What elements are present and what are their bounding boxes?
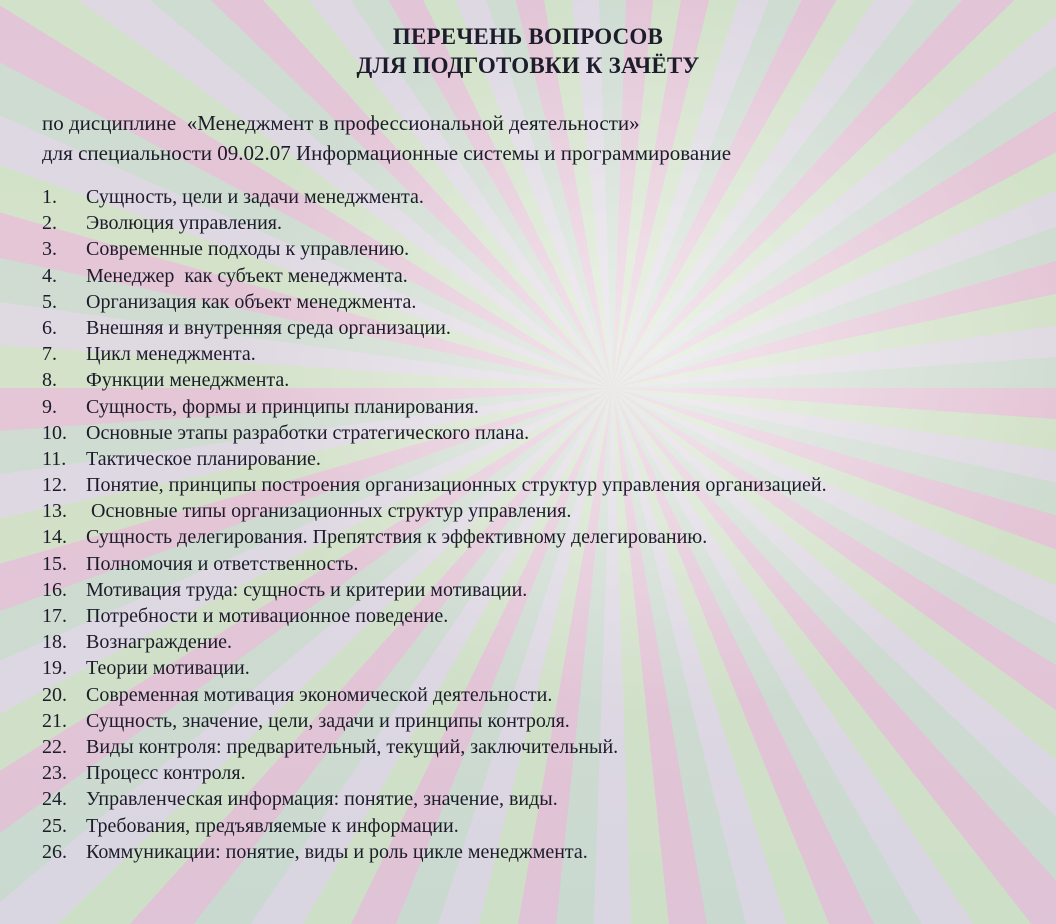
list-item	[42, 472, 827, 498]
questions-list	[42, 184, 827, 865]
list-item	[42, 315, 827, 341]
list-item	[42, 603, 827, 629]
specialty-line: для специальности 09.02.07 Информационные системы и программирование	[42, 141, 732, 165]
item-number: 10.	[42, 421, 67, 444]
item-text: Полномочия и ответственность.	[86, 552, 359, 575]
item-number: 2.	[42, 212, 57, 235]
list-item	[42, 708, 827, 734]
list-item	[42, 289, 827, 315]
list-item	[42, 734, 827, 760]
item-text: Современные подходы к управлению.	[86, 238, 410, 261]
item-number: 8.	[42, 369, 57, 392]
list-item	[42, 394, 827, 420]
document-meta	[42, 108, 731, 168]
item-text: Тактическое планирование.	[86, 447, 321, 470]
item-text: Внешняя и внутренняя среда организации.	[86, 316, 451, 339]
item-number: 9.	[42, 395, 57, 418]
item-text: Потребности и мотивационное поведение.	[86, 605, 449, 627]
list-item	[42, 524, 827, 550]
list-item	[42, 760, 827, 786]
list-item	[42, 446, 827, 472]
item-text: Сущность, цели и задачи менеджмента.	[86, 186, 424, 208]
item-number: 22.	[42, 735, 67, 758]
item-text: Эволюция управления.	[86, 212, 282, 235]
item-text: Вознаграждение.	[86, 631, 233, 654]
list-item	[42, 236, 827, 262]
document-title	[0, 22, 1056, 80]
item-text: Функции менеджмента.	[86, 369, 290, 392]
item-text: Менеджер как субъект менеджмента.	[86, 264, 408, 287]
item-number: 12.	[42, 474, 67, 497]
item-text: Понятие, принципы построения организационных структур управления организацией.	[86, 474, 827, 497]
item-number: 3.	[42, 238, 57, 261]
item-number: 17.	[42, 605, 67, 627]
item-number: 25.	[42, 814, 67, 837]
list-item	[42, 210, 827, 236]
discipline-line: по дисциплине «Менеджмент в профессиональной деятельности»	[42, 111, 640, 135]
item-number: 18.	[42, 631, 67, 654]
item-number: 1.	[42, 186, 57, 208]
item-number: 15.	[42, 552, 67, 575]
item-number: 13.	[42, 500, 67, 523]
list-item	[42, 577, 827, 603]
item-number: 4.	[42, 264, 57, 287]
item-text: Коммуникации: понятие, виды и роль цикле менеджмента.	[86, 840, 588, 863]
list-item	[42, 655, 827, 681]
item-number: 16.	[42, 578, 67, 601]
item-number: 5.	[42, 290, 57, 313]
item-text: Цикл менеджмента.	[86, 343, 256, 366]
list-item	[42, 786, 827, 812]
list-item	[42, 341, 827, 367]
item-number: 21.	[42, 709, 67, 732]
item-number: 6.	[42, 316, 57, 339]
list-item	[42, 682, 827, 708]
item-text: Теории мотивации.	[86, 657, 250, 680]
list-item	[42, 367, 827, 393]
item-text: Процесс контроля.	[86, 762, 246, 785]
item-text: Основные этапы разработки стратегического плана.	[86, 421, 530, 444]
title-line-2: ДЛЯ ПОДГОТОВКИ К ЗАЧЁТУ	[356, 53, 700, 78]
list-item	[42, 629, 827, 655]
item-text: Сущность, значение, цели, задачи и принципы контроля.	[86, 709, 570, 732]
item-number: 11.	[42, 447, 67, 470]
list-item	[42, 813, 827, 839]
list-item	[42, 498, 827, 524]
item-text: Мотивация труда: сущность и критерии мотивации.	[86, 578, 528, 601]
item-text: Виды контроля: предварительный, текущий, заключительный.	[86, 735, 619, 758]
item-text: Управленческая информация: понятие, значение, виды.	[86, 788, 558, 811]
item-text: Требования, предъявляемые к информации.	[86, 814, 459, 837]
item-text: Сущность делегирования. Препятствия к эффективному делегированию.	[86, 526, 708, 549]
item-text: Организация как объект менеджмента.	[86, 290, 417, 313]
title-line-1: ПЕРЕЧЕНЬ ВОПРОСОВ	[392, 24, 664, 49]
item-number: 24.	[42, 788, 67, 811]
item-number: 20.	[42, 683, 67, 706]
list-item	[42, 839, 827, 865]
item-number: 14.	[42, 526, 67, 549]
item-number: 26.	[42, 840, 67, 863]
item-number: 23.	[42, 762, 67, 785]
item-number: 19.	[42, 657, 67, 680]
list-item	[42, 551, 827, 577]
item-text: Современная мотивация экономической деятельности.	[86, 683, 553, 706]
list-item	[42, 184, 827, 210]
item-text: Основные типы организационных структур управления.	[86, 500, 572, 523]
list-item	[42, 263, 827, 289]
item-number: 7.	[42, 343, 57, 366]
list-item	[42, 420, 827, 446]
item-text: Сущность, формы и принципы планирования.	[86, 395, 479, 418]
